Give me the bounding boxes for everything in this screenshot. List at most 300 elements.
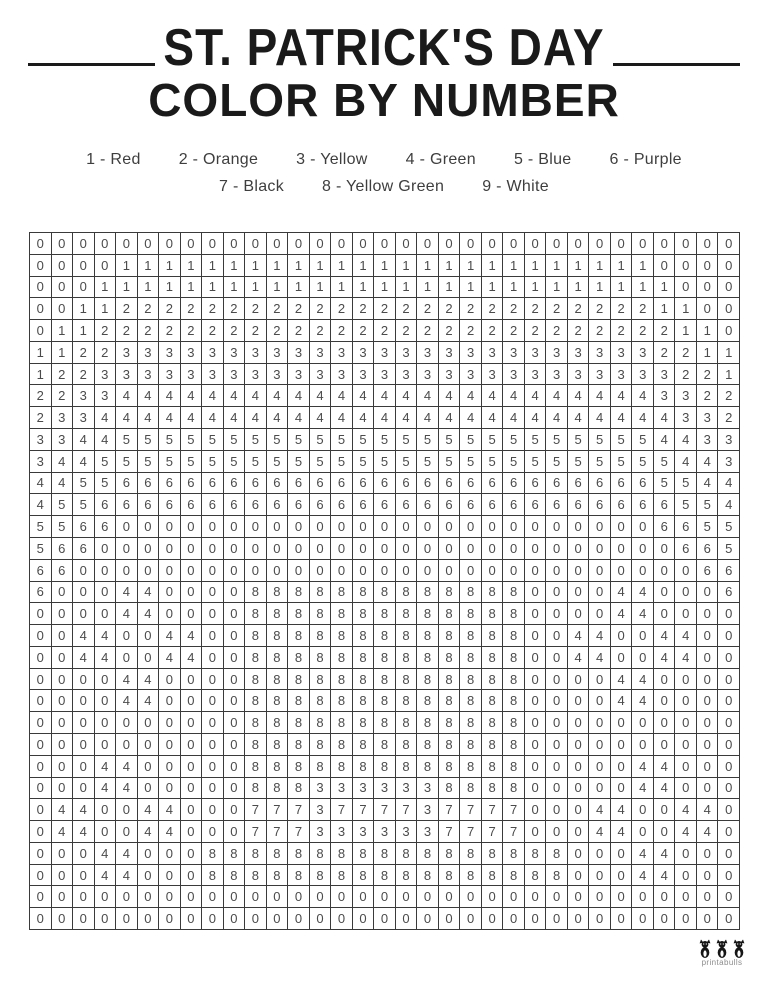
grid-cell: 3 xyxy=(697,407,719,429)
grid-cell: 4 xyxy=(116,690,138,712)
grid-cell: 2 xyxy=(460,298,482,320)
grid-cell: 5 xyxy=(331,429,353,451)
grid-cell: 8 xyxy=(546,843,568,865)
grid-cell: 0 xyxy=(52,647,74,669)
grid-cell: 6 xyxy=(503,473,525,495)
grid-cell: 7 xyxy=(503,799,525,821)
grid-cell: 0 xyxy=(331,908,353,930)
grid-cell: 0 xyxy=(525,886,547,908)
grid-cell: 0 xyxy=(589,908,611,930)
grid-cell: 0 xyxy=(30,255,52,277)
grid-cell: 4 xyxy=(568,647,590,669)
grid-cell: 5 xyxy=(589,429,611,451)
grid-cell: 2 xyxy=(95,320,117,342)
grid-cell: 4 xyxy=(589,821,611,843)
grid-cell: 0 xyxy=(396,516,418,538)
grid-cell: 0 xyxy=(267,886,289,908)
grid-cell: 3 xyxy=(675,385,697,407)
grid-cell: 3 xyxy=(331,778,353,800)
grid-cell: 0 xyxy=(202,582,224,604)
grid-cell: 4 xyxy=(95,407,117,429)
grid-cell: 0 xyxy=(116,821,138,843)
grid-cell: 4 xyxy=(95,647,117,669)
grid-cell: 8 xyxy=(267,625,289,647)
grid-cell: 3 xyxy=(73,385,95,407)
grid-cell: 8 xyxy=(460,582,482,604)
grid-cell: 0 xyxy=(546,603,568,625)
grid-cell: 0 xyxy=(611,625,633,647)
grid-cell: 6 xyxy=(73,538,95,560)
grid-cell: 6 xyxy=(396,494,418,516)
grid-cell: 0 xyxy=(675,603,697,625)
grid-cell: 4 xyxy=(138,603,160,625)
grid-cell: 6 xyxy=(353,494,375,516)
grid-cell: 8 xyxy=(503,690,525,712)
grid-cell: 8 xyxy=(288,625,310,647)
grid-cell: 3 xyxy=(417,342,439,364)
grid-cell: 0 xyxy=(95,255,117,277)
grid-cell: 0 xyxy=(697,843,719,865)
grid-cell: 8 xyxy=(331,603,353,625)
grid-cell: 0 xyxy=(181,233,203,255)
legend-item: 2 - Orange xyxy=(178,150,259,168)
grid-cell: 8 xyxy=(546,865,568,887)
grid-cell: 2 xyxy=(288,298,310,320)
grid-cell: 0 xyxy=(138,625,160,647)
grid-cell: 0 xyxy=(546,712,568,734)
grid-cell: 0 xyxy=(116,886,138,908)
grid-cell: 0 xyxy=(697,712,719,734)
grid-cell: 0 xyxy=(224,647,246,669)
grid-cell: 0 xyxy=(546,690,568,712)
grid-cell: 2 xyxy=(181,298,203,320)
grid-cell: 0 xyxy=(697,298,719,320)
grid-cell: 0 xyxy=(52,734,74,756)
grid-cell: 3 xyxy=(331,364,353,386)
grid-cell: 0 xyxy=(353,233,375,255)
grid-cell: 4 xyxy=(138,690,160,712)
grid-cell: 4 xyxy=(503,407,525,429)
grid-cell: 4 xyxy=(181,647,203,669)
grid-cell: 8 xyxy=(374,582,396,604)
grid-cell: 0 xyxy=(374,516,396,538)
grid-cell: 0 xyxy=(52,625,74,647)
grid-cell: 6 xyxy=(30,582,52,604)
grid-cell: 0 xyxy=(589,582,611,604)
grid-cell: 0 xyxy=(697,625,719,647)
grid-cell: 0 xyxy=(159,560,181,582)
grid-cell: 8 xyxy=(245,712,267,734)
grid-cell: 0 xyxy=(546,734,568,756)
grid-cell: 0 xyxy=(181,603,203,625)
grid-cell: 5 xyxy=(267,451,289,473)
grid-cell: 0 xyxy=(159,712,181,734)
grid-cell: 0 xyxy=(52,603,74,625)
grid-cell: 2 xyxy=(245,320,267,342)
grid-cell: 7 xyxy=(353,799,375,821)
grid-cell: 0 xyxy=(675,908,697,930)
grid-cell: 0 xyxy=(138,886,160,908)
grid-cell: 1 xyxy=(439,255,461,277)
grid-cell: 0 xyxy=(95,690,117,712)
grid-cell: 8 xyxy=(331,647,353,669)
grid-cell: 0 xyxy=(546,799,568,821)
grid-cell: 4 xyxy=(288,385,310,407)
grid-cell: 8 xyxy=(396,669,418,691)
grid-cell: 3 xyxy=(245,342,267,364)
grid-cell: 3 xyxy=(503,364,525,386)
grid-cell: 0 xyxy=(52,298,74,320)
grid-cell: 8 xyxy=(353,734,375,756)
grid-cell: 0 xyxy=(30,320,52,342)
grid-cell: 0 xyxy=(245,886,267,908)
grid-cell: 5 xyxy=(138,451,160,473)
grid-cell: 6 xyxy=(697,538,719,560)
grid-cell: 4 xyxy=(417,407,439,429)
grid-cell: 2 xyxy=(138,298,160,320)
grid-cell: 0 xyxy=(181,778,203,800)
grid-cell: 1 xyxy=(568,277,590,299)
grid-cell: 0 xyxy=(568,712,590,734)
grid-cell: 1 xyxy=(675,298,697,320)
grid-cell: 1 xyxy=(116,255,138,277)
grid-cell: 8 xyxy=(245,734,267,756)
grid-cell: 4 xyxy=(202,385,224,407)
grid-cell: 4 xyxy=(159,647,181,669)
grid-cell: 6 xyxy=(439,473,461,495)
grid-cell: 0 xyxy=(331,233,353,255)
grid-cell: 8 xyxy=(224,843,246,865)
grid-cell: 2 xyxy=(632,298,654,320)
grid-cell: 0 xyxy=(73,908,95,930)
grid-cell: 1 xyxy=(202,255,224,277)
grid-cell: 5 xyxy=(568,429,590,451)
grid-cell: 2 xyxy=(396,320,418,342)
grid-cell: 0 xyxy=(224,799,246,821)
grid-cell: 0 xyxy=(568,821,590,843)
grid-cell: 5 xyxy=(632,429,654,451)
grid-cell: 2 xyxy=(611,320,633,342)
grid-cell: 0 xyxy=(30,756,52,778)
grid-cell: 0 xyxy=(417,908,439,930)
grid-cell: 1 xyxy=(654,277,676,299)
grid-cell: 0 xyxy=(611,712,633,734)
grid-cell: 8 xyxy=(245,603,267,625)
grid-cell: 1 xyxy=(245,277,267,299)
grid-cell: 5 xyxy=(224,451,246,473)
grid-cell: 4 xyxy=(159,799,181,821)
grid-cell: 5 xyxy=(417,451,439,473)
grid-cell: 0 xyxy=(568,886,590,908)
grid-cell: 0 xyxy=(546,647,568,669)
grid-cell: 2 xyxy=(417,298,439,320)
grid-cell: 0 xyxy=(159,669,181,691)
legend-row-1 xyxy=(0,151,768,169)
grid-cell: 0 xyxy=(181,690,203,712)
grid-cell: 0 xyxy=(202,690,224,712)
grid-cell: 0 xyxy=(718,277,740,299)
grid-cell: 0 xyxy=(138,538,160,560)
grid-cell: 6 xyxy=(525,473,547,495)
grid-cell: 0 xyxy=(396,538,418,560)
grid-cell: 8 xyxy=(417,582,439,604)
grid-cell: 4 xyxy=(181,625,203,647)
grid-cell: 4 xyxy=(267,407,289,429)
grid-cell: 4 xyxy=(159,625,181,647)
grid-cell: 3 xyxy=(417,778,439,800)
grid-cell: 1 xyxy=(396,255,418,277)
grid-cell: 0 xyxy=(675,756,697,778)
grid-cell: 0 xyxy=(267,233,289,255)
grid-cell: 4 xyxy=(568,625,590,647)
grid-cell: 0 xyxy=(632,799,654,821)
grid-cell: 6 xyxy=(30,560,52,582)
grid-cell: 0 xyxy=(675,886,697,908)
grid-cell: 8 xyxy=(353,756,375,778)
grid-cell: 8 xyxy=(267,712,289,734)
grid-cell: 3 xyxy=(396,821,418,843)
grid-cell: 2 xyxy=(159,320,181,342)
grid-cell: 3 xyxy=(417,799,439,821)
grid-cell: 0 xyxy=(224,778,246,800)
grid-cell: 0 xyxy=(503,516,525,538)
grid-cell: 4 xyxy=(675,821,697,843)
grid-cell: 0 xyxy=(525,734,547,756)
grid-cell: 2 xyxy=(310,298,332,320)
grid-cell: 1 xyxy=(202,277,224,299)
grid-cell: 4 xyxy=(611,407,633,429)
grid-cell: 3 xyxy=(374,342,396,364)
grid-cell: 2 xyxy=(73,364,95,386)
grid-cell: 1 xyxy=(224,277,246,299)
grid-cell: 0 xyxy=(73,886,95,908)
grid-cell: 1 xyxy=(30,342,52,364)
grid-cell: 0 xyxy=(30,233,52,255)
grid-cell: 0 xyxy=(116,647,138,669)
grid-cell: 0 xyxy=(675,233,697,255)
grid-cell: 2 xyxy=(245,298,267,320)
grid-cell: 5 xyxy=(611,429,633,451)
grid-cell: 0 xyxy=(589,690,611,712)
grid-cell: 6 xyxy=(589,473,611,495)
grid-cell: 7 xyxy=(267,821,289,843)
grid-cell: 5 xyxy=(525,429,547,451)
grid-cell: 8 xyxy=(202,843,224,865)
grid-cell: 0 xyxy=(675,778,697,800)
grid-cell: 5 xyxy=(654,451,676,473)
grid-cell: 4 xyxy=(116,756,138,778)
grid-cell: 4 xyxy=(353,407,375,429)
grid-cell: 3 xyxy=(718,429,740,451)
grid-cell: 8 xyxy=(482,647,504,669)
grid-cell: 2 xyxy=(482,320,504,342)
grid-cell: 0 xyxy=(525,778,547,800)
grid-cell: 8 xyxy=(267,603,289,625)
grid-cell: 0 xyxy=(52,843,74,865)
grid-cell: 3 xyxy=(611,364,633,386)
grid-cell: 8 xyxy=(525,843,547,865)
grid-cell: 0 xyxy=(460,886,482,908)
grid-cell: 4 xyxy=(632,669,654,691)
color-grid xyxy=(29,232,740,930)
grid-cell: 6 xyxy=(224,473,246,495)
grid-cell: 4 xyxy=(374,385,396,407)
grid-cell: 8 xyxy=(417,756,439,778)
grid-cell: 0 xyxy=(546,669,568,691)
grid-cell: 3 xyxy=(525,342,547,364)
grid-cell: 3 xyxy=(73,407,95,429)
grid-cell: 3 xyxy=(181,342,203,364)
grid-cell: 5 xyxy=(331,451,353,473)
grid-cell: 0 xyxy=(95,886,117,908)
grid-cell: 2 xyxy=(396,298,418,320)
grid-cell: 0 xyxy=(159,538,181,560)
grid-cell: 5 xyxy=(654,473,676,495)
grid-cell: 0 xyxy=(525,712,547,734)
grid-cell: 0 xyxy=(73,778,95,800)
grid-cell: 3 xyxy=(30,451,52,473)
grid-cell: 0 xyxy=(374,886,396,908)
grid-cell: 8 xyxy=(417,603,439,625)
grid-cell: 3 xyxy=(288,342,310,364)
grid-cell: 0 xyxy=(245,560,267,582)
grid-cell: 5 xyxy=(675,494,697,516)
grid-cell: 0 xyxy=(138,233,160,255)
grid-cell: 8 xyxy=(267,690,289,712)
legend-item: 5 - Blue xyxy=(513,150,572,168)
grid-cell: 8 xyxy=(353,690,375,712)
grid-cell: 4 xyxy=(95,756,117,778)
grid-cell: 6 xyxy=(654,516,676,538)
grid-cell: 8 xyxy=(396,843,418,865)
grid-cell: 5 xyxy=(718,538,740,560)
grid-cell: 0 xyxy=(611,908,633,930)
grid-cell: 4 xyxy=(589,799,611,821)
grid-cell: 4 xyxy=(632,778,654,800)
grid-cell: 0 xyxy=(73,582,95,604)
grid-cell: 2 xyxy=(202,320,224,342)
grid-cell: 0 xyxy=(73,669,95,691)
grid-cell: 0 xyxy=(95,799,117,821)
grid-cell: 8 xyxy=(331,865,353,887)
grid-cell: 0 xyxy=(525,647,547,669)
grid-cell: 8 xyxy=(417,647,439,669)
grid-cell: 0 xyxy=(288,560,310,582)
grid-cell: 0 xyxy=(675,865,697,887)
grid-cell: 8 xyxy=(374,669,396,691)
grid-cell: 4 xyxy=(30,473,52,495)
grid-cell: 5 xyxy=(202,451,224,473)
grid-cell: 0 xyxy=(611,778,633,800)
color-legend xyxy=(0,151,768,196)
grid-cell: 0 xyxy=(589,886,611,908)
grid-cell: 0 xyxy=(503,560,525,582)
legend-item: 8 - Yellow Green xyxy=(322,177,445,195)
grid-cell: 3 xyxy=(460,342,482,364)
grid-cell: 0 xyxy=(439,233,461,255)
grid-cell: 0 xyxy=(546,756,568,778)
grid-cell: 0 xyxy=(288,886,310,908)
legend-item: 9 - White xyxy=(482,177,549,195)
legend-item: 7 - Black xyxy=(219,177,284,195)
grid-cell: 0 xyxy=(159,778,181,800)
grid-cell: 0 xyxy=(202,647,224,669)
grid-cell: 0 xyxy=(697,778,719,800)
grid-cell: 0 xyxy=(138,516,160,538)
grid-cell: 6 xyxy=(224,494,246,516)
grid-cell: 8 xyxy=(439,734,461,756)
grid-cell: 3 xyxy=(138,364,160,386)
grid-cell: 4 xyxy=(331,407,353,429)
grid-cell: 5 xyxy=(310,429,332,451)
grid-cell: 4 xyxy=(654,843,676,865)
grid-cell: 6 xyxy=(181,494,203,516)
grid-cell: 0 xyxy=(654,734,676,756)
grid-cell: 6 xyxy=(353,473,375,495)
grid-cell: 0 xyxy=(417,560,439,582)
grid-cell: 0 xyxy=(159,603,181,625)
grid-cell: 4 xyxy=(116,778,138,800)
grid-cell: 0 xyxy=(52,778,74,800)
grid-cell: 0 xyxy=(116,799,138,821)
grid-cell: 6 xyxy=(611,494,633,516)
grid-cell: 8 xyxy=(245,843,267,865)
grid-cell: 1 xyxy=(138,277,160,299)
grid-cell: 8 xyxy=(439,712,461,734)
grid-cell: 8 xyxy=(310,690,332,712)
grid-cell: 0 xyxy=(224,690,246,712)
grid-cell: 0 xyxy=(30,886,52,908)
grid-cell: 0 xyxy=(697,669,719,691)
grid-cell: 3 xyxy=(439,342,461,364)
grid-cell: 0 xyxy=(30,865,52,887)
grid-cell: 4 xyxy=(181,385,203,407)
grid-cell: 6 xyxy=(159,494,181,516)
grid-cell: 4 xyxy=(697,473,719,495)
grid-cell: 0 xyxy=(697,734,719,756)
grid-cell: 0 xyxy=(181,756,203,778)
grid-cell: 8 xyxy=(460,778,482,800)
grid-cell: 0 xyxy=(654,560,676,582)
grid-cell: 1 xyxy=(95,298,117,320)
grid-cell: 8 xyxy=(482,843,504,865)
grid-cell: 4 xyxy=(288,407,310,429)
grid-cell: 3 xyxy=(568,342,590,364)
grid-cell: 1 xyxy=(353,255,375,277)
grid-cell: 0 xyxy=(396,908,418,930)
grid-cell: 2 xyxy=(224,320,246,342)
grid-cell: 0 xyxy=(482,560,504,582)
grid-cell: 8 xyxy=(267,669,289,691)
grid-cell: 0 xyxy=(503,908,525,930)
grid-cell: 5 xyxy=(611,451,633,473)
grid-cell: 6 xyxy=(245,473,267,495)
grid-cell: 4 xyxy=(546,385,568,407)
grid-cell: 2 xyxy=(654,342,676,364)
grid-cell: 0 xyxy=(202,516,224,538)
grid-cell: 0 xyxy=(95,712,117,734)
grid-cell: 7 xyxy=(331,799,353,821)
grid-cell: 0 xyxy=(654,908,676,930)
grid-cell: 4 xyxy=(460,385,482,407)
grid-cell: 1 xyxy=(439,277,461,299)
grid-cell: 4 xyxy=(331,385,353,407)
grid-cell: 0 xyxy=(73,843,95,865)
grid-cell: 0 xyxy=(73,255,95,277)
grid-cell: 0 xyxy=(482,908,504,930)
grid-cell: 0 xyxy=(654,799,676,821)
grid-cell: 2 xyxy=(675,342,697,364)
